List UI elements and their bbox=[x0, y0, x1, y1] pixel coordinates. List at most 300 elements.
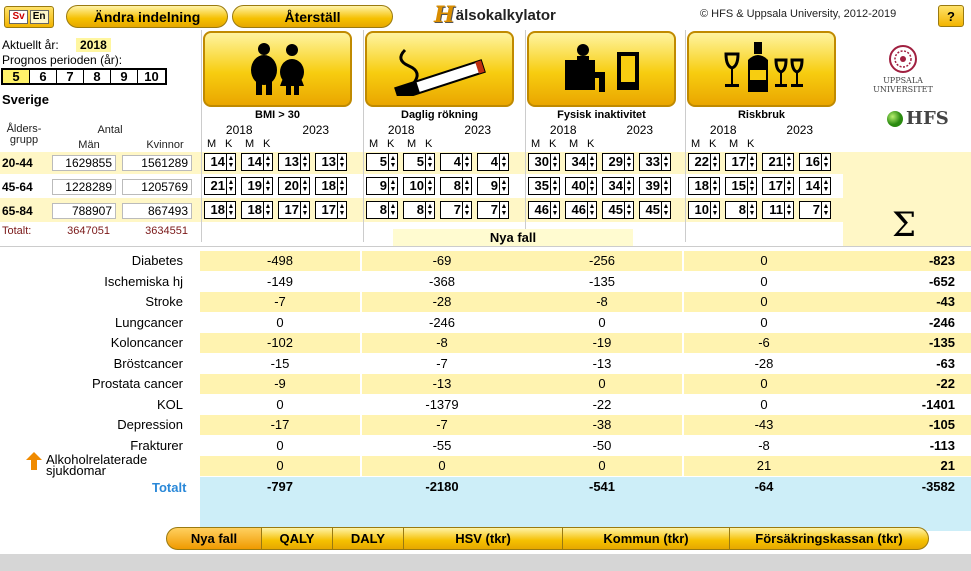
spinner-value[interactable]: 33 bbox=[645, 154, 660, 169]
arrow-up-icon[interactable]: ▲ bbox=[264, 203, 272, 210]
percent-spinner[interactable] bbox=[366, 153, 398, 171]
percent-spinner[interactable] bbox=[725, 153, 757, 171]
arrow-up-icon[interactable]: ▲ bbox=[711, 155, 719, 162]
period-selector[interactable] bbox=[1, 68, 167, 85]
arrow-down-icon[interactable]: ▼ bbox=[588, 186, 596, 193]
spinner-arrows[interactable] bbox=[710, 202, 719, 218]
tab-daly[interactable]: DALY bbox=[332, 527, 404, 550]
sex-label: M bbox=[729, 138, 739, 150]
spinner-arrows[interactable] bbox=[263, 154, 272, 170]
arrow-up-icon[interactable]: ▲ bbox=[662, 203, 670, 210]
percent-spinner[interactable] bbox=[565, 177, 597, 195]
percent-spinner[interactable] bbox=[602, 177, 634, 195]
arrow-up-icon[interactable]: ▲ bbox=[588, 155, 596, 162]
spinner-arrows[interactable] bbox=[425, 154, 434, 170]
percent-spinner[interactable] bbox=[602, 201, 634, 219]
arrow-up-icon[interactable]: ▲ bbox=[551, 179, 559, 186]
men-count-field[interactable]: 1629855 bbox=[52, 155, 116, 171]
spinner-value[interactable]: 10 bbox=[694, 202, 709, 217]
spinner-value[interactable]: 18 bbox=[247, 202, 262, 217]
percent-spinner[interactable] bbox=[639, 153, 671, 171]
arrow-down-icon[interactable]: ▼ bbox=[711, 186, 719, 193]
spinner-arrows[interactable] bbox=[226, 178, 235, 194]
result-cell: -69 bbox=[362, 251, 522, 271]
arrow-up-icon[interactable]: ▲ bbox=[662, 155, 670, 162]
percent-spinner[interactable] bbox=[440, 201, 472, 219]
spinner-arrows[interactable] bbox=[587, 202, 596, 218]
percent-spinner[interactable] bbox=[725, 177, 757, 195]
percent-spinner[interactable] bbox=[565, 201, 597, 219]
arrow-up-icon[interactable]: ▲ bbox=[711, 179, 719, 186]
arrow-down-icon[interactable]: ▼ bbox=[748, 210, 756, 217]
spinner-arrows[interactable] bbox=[747, 154, 756, 170]
percent-spinner[interactable] bbox=[440, 153, 472, 171]
current-year-value[interactable]: 2018 bbox=[76, 38, 111, 52]
spinner-value[interactable]: 14 bbox=[805, 178, 820, 193]
factor-button-alcohol[interactable] bbox=[687, 31, 836, 107]
spinner-value[interactable]: 9 bbox=[379, 178, 387, 193]
arrow-down-icon[interactable]: ▼ bbox=[463, 186, 471, 193]
arrow-down-icon[interactable]: ▼ bbox=[426, 186, 434, 193]
spinner-arrows[interactable] bbox=[337, 202, 346, 218]
arrow-up-icon[interactable]: ▲ bbox=[463, 155, 471, 162]
women-count-field[interactable]: 1561289 bbox=[122, 155, 192, 171]
result-cell: -102 bbox=[200, 333, 360, 353]
spinner-value[interactable]: 9 bbox=[490, 178, 498, 193]
spinner-value[interactable]: 14 bbox=[210, 154, 225, 169]
arrow-up-icon[interactable]: ▲ bbox=[301, 155, 309, 162]
arrow-down-icon[interactable]: ▼ bbox=[785, 210, 793, 217]
disease-name: Koloncancer bbox=[110, 335, 183, 350]
arrow-up-icon[interactable]: ▲ bbox=[500, 179, 508, 186]
percent-spinner[interactable] bbox=[477, 177, 509, 195]
spinner-value[interactable]: 19 bbox=[247, 178, 262, 193]
app-logo-letter: H bbox=[434, 2, 455, 28]
arrow-up-icon[interactable]: ▲ bbox=[785, 155, 793, 162]
spinner-arrows[interactable] bbox=[821, 154, 830, 170]
arrow-up-icon[interactable]: ▲ bbox=[389, 155, 397, 162]
percent-spinner[interactable] bbox=[688, 177, 720, 195]
factor-button-inactivity[interactable] bbox=[527, 31, 676, 107]
spinner-value[interactable]: 22 bbox=[694, 154, 709, 169]
spinner-arrows[interactable] bbox=[821, 202, 830, 218]
obese-couple-icon bbox=[238, 40, 318, 99]
arrow-down-icon[interactable]: ▼ bbox=[551, 162, 559, 169]
percent-spinner[interactable] bbox=[204, 153, 236, 171]
spinner-arrows[interactable] bbox=[550, 202, 559, 218]
spinner-arrows[interactable] bbox=[388, 202, 397, 218]
arrow-down-icon[interactable]: ▼ bbox=[338, 210, 346, 217]
spinner-arrows[interactable] bbox=[624, 178, 633, 194]
arrow-down-icon[interactable]: ▼ bbox=[389, 210, 397, 217]
arrow-down-icon[interactable]: ▼ bbox=[662, 162, 670, 169]
spinner-arrows[interactable] bbox=[747, 202, 756, 218]
period-option-10[interactable]: 10 bbox=[144, 69, 159, 84]
spinner-value[interactable]: 13 bbox=[321, 154, 336, 169]
spinner-arrows[interactable] bbox=[587, 154, 596, 170]
arrow-down-icon[interactable]: ▼ bbox=[662, 186, 670, 193]
spinner-value[interactable]: 8 bbox=[738, 202, 746, 217]
arrow-down-icon[interactable]: ▼ bbox=[500, 186, 508, 193]
tab-nya-fall[interactable]: Nya fall bbox=[166, 527, 262, 550]
percent-spinner[interactable] bbox=[725, 201, 757, 219]
percent-spinner[interactable] bbox=[241, 201, 273, 219]
spinner-value[interactable]: 20 bbox=[284, 178, 299, 193]
arrow-down-icon[interactable]: ▼ bbox=[389, 162, 397, 169]
percent-spinner[interactable] bbox=[366, 177, 398, 195]
period-option-7[interactable]: 7 bbox=[57, 70, 84, 83]
arrow-down-icon[interactable]: ▼ bbox=[711, 210, 719, 217]
men-count-field[interactable]: 1228289 bbox=[52, 179, 116, 195]
totals-row bbox=[0, 477, 971, 497]
spinner-value[interactable]: 8 bbox=[416, 202, 424, 217]
arrow-down-icon[interactable]: ▼ bbox=[227, 186, 235, 193]
spinner-value[interactable]: 34 bbox=[608, 178, 623, 193]
arrow-up-icon[interactable]: ▲ bbox=[301, 179, 309, 186]
arrow-up-icon[interactable]: ▲ bbox=[588, 203, 596, 210]
spinner-value[interactable]: 14 bbox=[247, 154, 262, 169]
arrow-down-icon[interactable]: ▼ bbox=[588, 210, 596, 217]
arrow-up-icon[interactable]: ▲ bbox=[785, 203, 793, 210]
percent-spinner[interactable] bbox=[528, 201, 560, 219]
percent-spinner[interactable] bbox=[565, 153, 597, 171]
arrow-up-icon[interactable]: ▲ bbox=[500, 155, 508, 162]
spinner-arrows[interactable] bbox=[661, 178, 670, 194]
spinner-arrows[interactable] bbox=[821, 178, 830, 194]
result-cell: 0 bbox=[684, 272, 844, 292]
spinner-value[interactable]: 10 bbox=[409, 178, 424, 193]
percent-spinner[interactable] bbox=[440, 177, 472, 195]
disease-name: Alkoholrelaterade sjukdomar bbox=[46, 452, 148, 478]
percent-spinner[interactable] bbox=[762, 177, 794, 195]
result-cell: -50 bbox=[522, 436, 682, 456]
spinner-value[interactable]: 8 bbox=[379, 202, 387, 217]
arrow-up-icon[interactable]: ▲ bbox=[338, 155, 346, 162]
spinner-arrows[interactable] bbox=[300, 178, 309, 194]
language-switch[interactable] bbox=[4, 6, 54, 28]
arrow-up-icon[interactable]: ▲ bbox=[338, 203, 346, 210]
spinner-arrows[interactable] bbox=[550, 178, 559, 194]
spinner-value[interactable]: 21 bbox=[210, 178, 225, 193]
percent-spinner[interactable] bbox=[278, 153, 310, 171]
arrow-down-icon[interactable]: ▼ bbox=[338, 186, 346, 193]
tab-försäkringskassan-tkr-[interactable]: Försäkringskassan (tkr) bbox=[729, 527, 929, 550]
spinner-value[interactable]: 17 bbox=[768, 178, 783, 193]
arrow-up-icon[interactable]: ▲ bbox=[426, 203, 434, 210]
arrow-down-icon[interactable]: ▼ bbox=[588, 162, 596, 169]
results-divider bbox=[0, 246, 971, 247]
spinner-arrows[interactable] bbox=[499, 202, 508, 218]
arrow-down-icon[interactable]: ▼ bbox=[264, 186, 272, 193]
spinner-arrows[interactable] bbox=[337, 178, 346, 194]
men-count-field[interactable]: 788907 bbox=[52, 203, 116, 219]
arrow-down-icon[interactable]: ▼ bbox=[227, 162, 235, 169]
spinner-value[interactable]: 30 bbox=[534, 154, 549, 169]
arrow-up-icon[interactable]: ▲ bbox=[625, 203, 633, 210]
lang-en-button[interactable]: En bbox=[30, 10, 49, 24]
spinner-arrows[interactable] bbox=[425, 178, 434, 194]
spinner-value[interactable]: 7 bbox=[490, 202, 498, 217]
arrow-down-icon[interactable]: ▼ bbox=[301, 210, 309, 217]
arrow-up-icon[interactable]: ▲ bbox=[625, 155, 633, 162]
spinner-arrows[interactable] bbox=[747, 178, 756, 194]
percent-spinner[interactable] bbox=[403, 153, 435, 171]
age-group-label: 65-84 bbox=[2, 204, 33, 218]
arrow-down-icon[interactable]: ▼ bbox=[338, 162, 346, 169]
arrow-up-icon[interactable]: ▲ bbox=[426, 155, 434, 162]
arrow-up-icon[interactable]: ▲ bbox=[227, 155, 235, 162]
period-option-5[interactable]: 5 bbox=[3, 70, 30, 83]
arrow-up-icon[interactable]: ▲ bbox=[338, 179, 346, 186]
arrow-down-icon[interactable]: ▼ bbox=[264, 162, 272, 169]
spinner-arrows[interactable] bbox=[263, 178, 272, 194]
arrow-down-icon[interactable]: ▼ bbox=[662, 210, 670, 217]
arrow-up-icon[interactable]: ▲ bbox=[463, 203, 471, 210]
spinner-arrows[interactable] bbox=[226, 202, 235, 218]
spinner-arrows[interactable] bbox=[784, 154, 793, 170]
arrow-down-icon[interactable]: ▼ bbox=[785, 186, 793, 193]
factor-button-bmi[interactable] bbox=[203, 31, 352, 107]
percent-spinner[interactable] bbox=[639, 201, 671, 219]
spinner-value[interactable]: 7 bbox=[812, 202, 820, 217]
factor-years bbox=[685, 123, 838, 137]
result-row bbox=[0, 251, 971, 271]
arrow-down-icon[interactable]: ▼ bbox=[822, 210, 830, 217]
spinner-value[interactable]: 5 bbox=[379, 154, 387, 169]
percent-spinner[interactable] bbox=[278, 177, 310, 195]
arrow-up-icon[interactable]: ▲ bbox=[551, 155, 559, 162]
arrow-down-icon[interactable]: ▼ bbox=[264, 210, 272, 217]
spinner-arrows[interactable] bbox=[550, 154, 559, 170]
result-cell: -8 bbox=[362, 333, 522, 353]
spinner-value[interactable]: 11 bbox=[769, 202, 783, 217]
spinner-value[interactable]: 16 bbox=[805, 154, 820, 169]
spinner-value[interactable]: 39 bbox=[645, 178, 660, 193]
percent-spinner[interactable] bbox=[477, 153, 509, 171]
spinner-arrows[interactable] bbox=[226, 154, 235, 170]
arrow-down-icon[interactable]: ▼ bbox=[822, 162, 830, 169]
spinner-arrows[interactable] bbox=[337, 154, 346, 170]
spinner-arrows[interactable] bbox=[784, 202, 793, 218]
percent-spinner[interactable] bbox=[528, 177, 560, 195]
percent-spinner[interactable] bbox=[241, 177, 273, 195]
percent-spinner[interactable] bbox=[762, 153, 794, 171]
spinner-arrows[interactable] bbox=[784, 178, 793, 194]
year-label: 2023 bbox=[786, 123, 814, 137]
spinner-arrows[interactable] bbox=[462, 154, 471, 170]
percent-spinner[interactable] bbox=[799, 201, 831, 219]
arrow-down-icon[interactable]: ▼ bbox=[301, 162, 309, 169]
spinner-value[interactable]: 45 bbox=[645, 202, 660, 217]
percent-spinner[interactable] bbox=[762, 201, 794, 219]
factor-button-smoking[interactable] bbox=[365, 31, 514, 107]
arrow-up-icon[interactable]: ▲ bbox=[748, 203, 756, 210]
arrow-down-icon[interactable]: ▼ bbox=[463, 210, 471, 217]
percent-spinner[interactable] bbox=[639, 177, 671, 195]
lang-sv-button[interactable]: Sv bbox=[9, 10, 27, 24]
arrow-down-icon[interactable]: ▼ bbox=[822, 186, 830, 193]
spinner-arrows[interactable] bbox=[300, 202, 309, 218]
spinner-arrows[interactable] bbox=[462, 202, 471, 218]
arrow-up-icon[interactable]: ▲ bbox=[588, 179, 596, 186]
spinner-value[interactable]: 7 bbox=[453, 202, 461, 217]
arrow-down-icon[interactable]: ▼ bbox=[426, 210, 434, 217]
spinner-arrows[interactable] bbox=[661, 154, 670, 170]
app-title bbox=[434, 2, 556, 28]
spinner-arrows[interactable] bbox=[388, 154, 397, 170]
percent-spinner[interactable] bbox=[477, 201, 509, 219]
spinner-value[interactable]: 8 bbox=[453, 178, 461, 193]
sex-label: K bbox=[709, 138, 717, 150]
result-cell: -28 bbox=[362, 292, 522, 312]
spinner-arrows[interactable] bbox=[624, 202, 633, 218]
arrow-up-icon[interactable]: ▲ bbox=[711, 203, 719, 210]
spinner-value[interactable]: 5 bbox=[416, 154, 424, 169]
arrow-up-icon[interactable]: ▲ bbox=[822, 179, 830, 186]
percent-spinner[interactable] bbox=[241, 153, 273, 171]
arrow-up-icon[interactable]: ▲ bbox=[301, 203, 309, 210]
sex-label: K bbox=[225, 138, 233, 150]
spinner-arrows[interactable] bbox=[462, 178, 471, 194]
arrow-up-icon[interactable]: ▲ bbox=[662, 179, 670, 186]
spinner-value[interactable]: 34 bbox=[571, 154, 586, 169]
disease-name: Lungcancer bbox=[115, 314, 183, 330]
arrow-down-icon[interactable]: ▼ bbox=[625, 162, 633, 169]
arrow-up-icon[interactable]: ▲ bbox=[785, 179, 793, 186]
spinner-arrows[interactable] bbox=[499, 154, 508, 170]
spinner-value[interactable]: 35 bbox=[534, 178, 549, 193]
arrow-down-icon[interactable]: ▼ bbox=[301, 186, 309, 193]
percent-spinner[interactable] bbox=[315, 177, 347, 195]
arrow-down-icon[interactable]: ▼ bbox=[625, 186, 633, 193]
spinner-arrows[interactable] bbox=[388, 178, 397, 194]
percent-spinner[interactable] bbox=[602, 153, 634, 171]
arrow-up-icon[interactable]: ▲ bbox=[227, 179, 235, 186]
spinner-value[interactable]: 15 bbox=[731, 178, 746, 193]
spinner-value[interactable]: 17 bbox=[284, 202, 299, 217]
women-count-field[interactable]: 867493 bbox=[122, 203, 192, 219]
tab-hsv-tkr-[interactable]: HSV (tkr) bbox=[403, 527, 563, 550]
arrow-down-icon[interactable]: ▼ bbox=[389, 186, 397, 193]
age-group-label: 45-64 bbox=[2, 180, 33, 194]
spinner-arrows[interactable] bbox=[710, 154, 719, 170]
spinner-value[interactable]: 29 bbox=[608, 154, 623, 169]
arrow-down-icon[interactable]: ▼ bbox=[711, 162, 719, 169]
percent-spinner[interactable] bbox=[528, 153, 560, 171]
spinner-arrows[interactable] bbox=[300, 154, 309, 170]
women-count-field[interactable]: 1205769 bbox=[122, 179, 192, 195]
percent-spinner[interactable] bbox=[366, 201, 398, 219]
spinner-value[interactable]: 18 bbox=[321, 178, 336, 193]
arrow-down-icon[interactable]: ▼ bbox=[500, 162, 508, 169]
spinner-arrows[interactable] bbox=[624, 154, 633, 170]
spinner-arrows[interactable] bbox=[499, 178, 508, 194]
year-label: 2023 bbox=[626, 123, 654, 137]
percent-spinner[interactable] bbox=[204, 177, 236, 195]
percent-spinner[interactable] bbox=[315, 201, 347, 219]
spinner-value[interactable]: 21 bbox=[768, 154, 783, 169]
arrow-up-icon[interactable]: ▲ bbox=[264, 179, 272, 186]
arrow-down-icon[interactable]: ▼ bbox=[748, 162, 756, 169]
arrow-up-icon[interactable]: ▲ bbox=[748, 179, 756, 186]
arrow-down-icon[interactable]: ▼ bbox=[785, 162, 793, 169]
arrow-up-icon[interactable]: ▲ bbox=[389, 179, 397, 186]
factor-years bbox=[525, 123, 678, 137]
percent-spinner[interactable] bbox=[315, 153, 347, 171]
arrow-up-icon[interactable]: ▲ bbox=[822, 155, 830, 162]
spinner-arrows[interactable] bbox=[263, 202, 272, 218]
spinner-value[interactable]: 4 bbox=[453, 154, 461, 169]
period-option-8[interactable]: 8 bbox=[84, 70, 111, 83]
arrow-down-icon[interactable]: ▼ bbox=[500, 210, 508, 217]
help-button[interactable]: ? bbox=[938, 5, 964, 27]
spinner-value[interactable]: 45 bbox=[608, 202, 623, 217]
result-row bbox=[0, 292, 971, 312]
percent-spinner[interactable] bbox=[403, 177, 435, 195]
percent-spinner[interactable] bbox=[278, 201, 310, 219]
arrow-up-icon[interactable]: ▲ bbox=[500, 203, 508, 210]
spinner-value[interactable]: 46 bbox=[534, 202, 549, 217]
arrow-down-icon[interactable]: ▼ bbox=[748, 186, 756, 193]
period-option-9[interactable]: 9 bbox=[111, 70, 138, 83]
period-option-6[interactable]: 6 bbox=[30, 70, 57, 83]
arrow-down-icon[interactable]: ▼ bbox=[551, 186, 559, 193]
percent-spinner[interactable] bbox=[688, 201, 720, 219]
percent-spinner[interactable] bbox=[403, 201, 435, 219]
arrow-down-icon[interactable]: ▼ bbox=[227, 210, 235, 217]
arrow-up-icon[interactable]: ▲ bbox=[227, 203, 235, 210]
spinner-value[interactable]: 40 bbox=[571, 178, 586, 193]
sex-labels bbox=[525, 138, 678, 150]
spinner-value[interactable]: 4 bbox=[490, 154, 498, 169]
spinner-value[interactable]: 18 bbox=[694, 178, 709, 193]
arrow-up-icon[interactable]: ▲ bbox=[625, 179, 633, 186]
arrow-down-icon[interactable]: ▼ bbox=[426, 162, 434, 169]
disease-name: Diabetes bbox=[131, 253, 183, 268]
arrow-up-icon[interactable]: ▲ bbox=[551, 203, 559, 210]
percent-spinner[interactable] bbox=[688, 153, 720, 171]
tv-watcher-icon bbox=[557, 40, 647, 99]
arrow-up-icon[interactable]: ▲ bbox=[822, 203, 830, 210]
change-grouping-button[interactable]: Ändra indelning bbox=[66, 5, 228, 28]
tab-qaly[interactable]: QALY bbox=[261, 527, 333, 550]
arrow-down-icon[interactable]: ▼ bbox=[463, 162, 471, 169]
reset-button[interactable]: Återställ bbox=[232, 5, 393, 28]
arrow-up-icon[interactable]: ▲ bbox=[748, 155, 756, 162]
spinner-value[interactable]: 46 bbox=[571, 202, 586, 217]
spinner-arrows[interactable] bbox=[587, 178, 596, 194]
percent-spinner[interactable] bbox=[799, 153, 831, 171]
arrow-down-icon[interactable]: ▼ bbox=[625, 210, 633, 217]
spinner-value[interactable]: 17 bbox=[731, 154, 746, 169]
arrow-up-icon[interactable]: ▲ bbox=[426, 179, 434, 186]
spinner-arrows[interactable] bbox=[710, 178, 719, 194]
arrow-up-icon[interactable]: ▲ bbox=[463, 179, 471, 186]
sum-symbol: Σ bbox=[892, 205, 917, 245]
tab-kommun-tkr-[interactable]: Kommun (tkr) bbox=[562, 527, 730, 550]
spinner-value[interactable]: 17 bbox=[321, 202, 336, 217]
spinner-value[interactable]: 13 bbox=[284, 154, 299, 169]
spinner-value[interactable]: 18 bbox=[210, 202, 225, 217]
arrow-down-icon[interactable]: ▼ bbox=[551, 210, 559, 217]
arrow-up-icon[interactable]: ▲ bbox=[389, 203, 397, 210]
percent-spinner[interactable] bbox=[204, 201, 236, 219]
spinner-arrows[interactable] bbox=[661, 202, 670, 218]
arrow-up-icon[interactable]: ▲ bbox=[264, 155, 272, 162]
sex-label: K bbox=[587, 138, 595, 150]
spinner-arrows[interactable] bbox=[425, 202, 434, 218]
percent-spinner[interactable] bbox=[799, 177, 831, 195]
